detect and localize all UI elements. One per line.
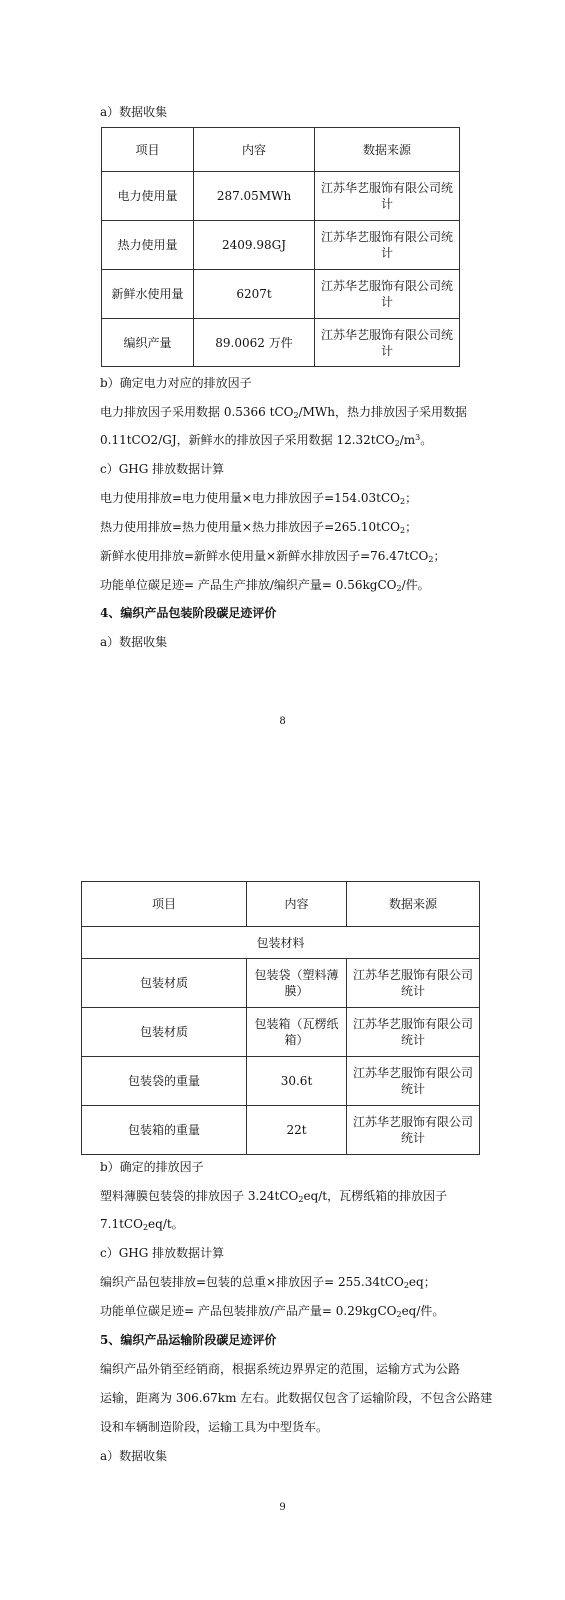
packaging-table [81, 881, 480, 1155]
table-row [102, 172, 460, 221]
cell-source: 江苏华艺服饰有限公司统计 [347, 959, 480, 1008]
section-heading-4: 4、编织产品包装阶段碳足迹评价 [100, 606, 277, 620]
table-row [82, 1008, 480, 1057]
header-source: 数据来源 [347, 882, 480, 927]
factor-line-1: 电力排放因子采用数据 0.5366 tCO$_2$/MWh，热力排放因子采用数据 [100, 405, 467, 420]
cell-content: 包装袋（塑料薄膜） [247, 959, 347, 1008]
table-row [82, 1106, 480, 1155]
label-data-collection-2: a）数据收集 [100, 635, 168, 649]
calc-electricity: 电力使用排放=电力使用量×电力排放因子=154.03tCO$_2$； [100, 491, 418, 506]
cell-content: 22t [247, 1106, 347, 1155]
label-emission-factor: b）确定的排放因子 [100, 1160, 204, 1174]
cell-item: 包装材质 [82, 1008, 247, 1057]
cell-item: 包装箱的重量 [82, 1106, 247, 1155]
cell-content: 287.05MWh [194, 172, 315, 221]
cell-content: 6207t [194, 270, 315, 319]
cell-source: 江苏华艺服饰有限公司统计 [347, 1008, 480, 1057]
label-ghg-calc: c）GHG 排放数据计算 [100, 462, 225, 476]
cell-item: 编织产量 [102, 319, 194, 367]
label-data-collection: a）数据收集 [100, 1449, 168, 1463]
transport-para-line-3: 设和车辆制造阶段，运输工具为中型货车。 [100, 1420, 329, 1434]
calc-footprint: 功能单位碳足迹= 产品生产排放/编织产量= 0.56kgCO$_2$/件。 [100, 578, 430, 593]
calc-footprint: 功能单位碳足迹= 产品包装排放/产品产量= 0.29kgCO$_2$eq/件。 [100, 1304, 445, 1319]
label-data-collection: a）数据收集 [100, 105, 168, 119]
cell-item: 包装袋的重量 [82, 1057, 247, 1106]
section-heading-5: 5、编织产品运输阶段碳足迹评价 [100, 1333, 277, 1347]
section-packaging-materials: 包装材料 [82, 927, 480, 959]
table-header-row [102, 128, 460, 172]
cell-source: 江苏华艺服饰有限公司统计 [315, 221, 460, 270]
transport-para-line-2: 运输，距离为 306.67km 左右。此数据仅包含了运输阶段，不包含公路建 [100, 1391, 493, 1405]
cell-content: 30.6t [247, 1057, 347, 1106]
cell-source: 江苏华艺服饰有限公司统计 [315, 319, 460, 367]
cell-source: 江苏华艺服饰有限公司统计 [347, 1057, 480, 1106]
transport-para-line-1: 编织产品外销至经销商，根据系统边界界定的范围，运输方式为公路 [100, 1362, 461, 1376]
table-row [102, 319, 460, 367]
cell-source: 江苏华艺服饰有限公司统计 [347, 1106, 480, 1155]
table-row [102, 221, 460, 270]
cell-item: 热力使用量 [102, 221, 194, 270]
cell-source: 江苏华艺服饰有限公司统计 [315, 270, 460, 319]
cell-item: 电力使用量 [102, 172, 194, 221]
cell-source: 江苏华艺服饰有限公司统计 [315, 172, 460, 221]
factor-line-1: 塑料薄膜包装袋的排放因子 3.24tCO$_2$eq/t，瓦楞纸箱的排放因子 [100, 1189, 448, 1204]
page-number: 8 [279, 716, 286, 727]
header-item: 项目 [102, 128, 194, 172]
factor-line-2: 7.1tCO$_2$eq/t。 [100, 1217, 184, 1232]
cell-item: 新鲜水使用量 [102, 270, 194, 319]
table-row [102, 270, 460, 319]
cell-content: 89.0062 万件 [194, 319, 315, 367]
table-row [82, 1057, 480, 1106]
header-source: 数据来源 [315, 128, 460, 172]
calc-water: 新鲜水使用排放=新鲜水使用量×新鲜水排放因子=76.47tCO$_2$； [100, 549, 446, 564]
factor-line-2: 0.11tCO2/GJ，新鲜水的排放因子采用数据 $12.32tCO_2/m^3$。 [100, 433, 433, 448]
data-table [101, 127, 460, 367]
label-ghg-calc: c）GHG 排放数据计算 [100, 1246, 225, 1260]
cell-item: 包装材质 [82, 959, 247, 1008]
header-item: 项目 [82, 882, 247, 927]
page-number: 9 [279, 1502, 286, 1513]
header-content: 内容 [194, 128, 315, 172]
table-row [82, 959, 480, 1008]
calc-packaging: 编织产品包装排放=包装的总重×排放因子= 255.34tCO$_2$eq； [100, 1275, 436, 1290]
calc-heat: 热力使用排放=热力使用量×热力排放因子=265.10tCO$_2$； [100, 520, 418, 535]
label-emission-factor: b）确定电力对应的排放因子 [100, 376, 252, 390]
table-section-row [82, 927, 480, 959]
page-9 [0, 800, 565, 1600]
table-header-row [82, 882, 480, 927]
cell-content: 包装箱（瓦楞纸箱） [247, 1008, 347, 1057]
header-content: 内容 [247, 882, 347, 927]
cell-content: 2409.98GJ [194, 221, 315, 270]
